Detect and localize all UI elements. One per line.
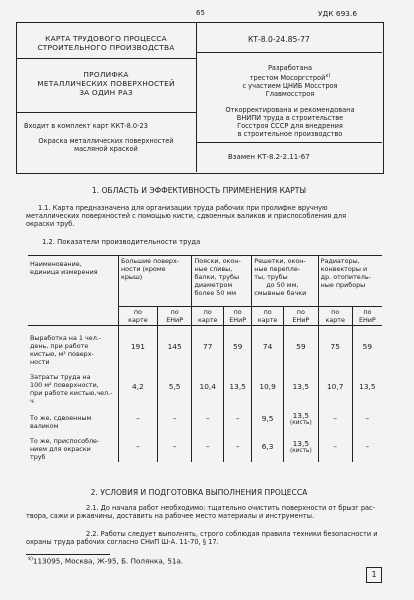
cell: 4,2 [119, 367, 158, 406]
footnote-rule [26, 554, 110, 555]
sub-by-enir: по ЕНиР [352, 307, 382, 326]
cell: – [224, 431, 252, 462]
section2-paragraph2: 2.2. Работы следует выполнять, строго соблюдая правила техники безопасности и охраны труда рабочих согласно СНиП Ш-А. 11-70, § 17. [26, 530, 378, 546]
cell: – [119, 431, 158, 462]
cell: – [192, 431, 224, 462]
productivity-table [28, 256, 382, 462]
cell: 13,5 (кисть) [283, 431, 318, 462]
section1-paragraph1: 1.1. Карта предназначена для организации труда рабочих при пролифке вручную металлических поверхностей с помощью кисти, сдвоенных валиков и приспособления для окраски труб. [26, 204, 347, 228]
sub-by-enir: по ЕНиР [157, 307, 192, 326]
footnote-mark: х) [325, 73, 331, 79]
group-grates-pipes: Решетки, окон- ные перепле- ты, трубы до 50 мм, смывные бачки [252, 256, 318, 307]
page-number: 65 [196, 9, 205, 17]
header-divider-right-2 [196, 142, 382, 143]
section2-paragraph1: 2.1. До начала работ необходимо: тщательно очистить поверхности от брызг рас- твора, сажи и ржавчины, доставить на рабочее место материалы и инструменты. [26, 504, 376, 520]
cell-note: (кисть) [289, 448, 312, 454]
row-label: Затраты труда на 100 м² поверхности, при работе кистью,чел.-ч [30, 373, 113, 405]
header-divider-right-1 [196, 52, 382, 53]
cell: 145 [157, 326, 192, 368]
sheet-number: 1 [371, 570, 377, 579]
table-row [28, 367, 382, 406]
cell: – [119, 406, 158, 431]
row-label: То же, сдвоенным валиком [30, 414, 92, 430]
sub-by-enir: по ЕНиР [224, 307, 252, 326]
cell: – [318, 431, 352, 462]
cell: – [318, 406, 352, 431]
complex-label: Входит в комплект карт ККТ-8.0-23 [24, 122, 148, 130]
cell: – [157, 431, 192, 462]
udk-code: УДК 693.6 [318, 9, 358, 18]
header-divider-left-2 [16, 112, 196, 113]
table-group-header-row [28, 256, 382, 307]
cell: – [157, 406, 192, 431]
cell: – [352, 431, 382, 462]
cell: 59 [283, 326, 318, 368]
table-row [28, 406, 382, 431]
complex-title: Окраска металлических поверхностей масляной краской [38, 137, 174, 153]
cell: – [352, 406, 382, 431]
recommended-by: Откорректирована и рекомендована ВНИПИ труда в строительстве Госстроя СССР для внедрения в строительное производство [225, 106, 355, 138]
cell: 75 [318, 326, 352, 368]
cell: 10,4 [192, 367, 224, 406]
card-code: КТ-8.0-24.85-77 [248, 35, 310, 44]
col-name-header: Наименование, единица измерения [28, 256, 119, 326]
cell: 6,3 [252, 431, 284, 462]
developed-by: Разработана трестом Мосоргстрой$^{х)}$ с участием ЦНИБ Мосстроя Главмосстроя [242, 64, 338, 99]
group-belts-beams: Пояски, окон- ные сливы, балки, трубы диаметром более 50 мм [192, 256, 252, 307]
sub-by-card: по карте [318, 307, 352, 326]
cell: – [192, 406, 224, 431]
footnote: $^{х)}$113095, Москва, Ж-95, Б. Полянка, 51а. [28, 556, 184, 566]
cell: 5,5 [157, 367, 192, 406]
sheet-number-box [366, 567, 382, 583]
cell: 10,7 [318, 367, 352, 406]
table-row [28, 326, 382, 368]
replaces-card: Взамен КТ-8.2-2.11-67 [228, 153, 310, 161]
section2-title: 2. УСЛОВИЯ И ПОДГОТОВКА ВЫПОЛНЕНИЯ ПРОЦЕССА [90, 488, 308, 497]
cell: 13,5 (кисть) [283, 406, 318, 431]
sub-by-card: по карте [252, 307, 284, 326]
sub-by-card: по карте [119, 307, 158, 326]
sub-by-card: по карте [192, 307, 224, 326]
cell: 9,5 [252, 406, 284, 431]
row-label: Выработка на 1 чел.- день, при работе кистью, м² поверх- ности [30, 334, 102, 366]
cell: 191 [119, 326, 158, 368]
header-divider-left-1 [16, 58, 196, 59]
footnote-mark: х) [28, 556, 33, 562]
cell: 10,9 [252, 367, 284, 406]
cell: – [224, 406, 252, 431]
process-title: ПРОЛИФКА МЕТАЛЛИЧЕСКИХ ПОВЕРХНОСТЕЙ ЗА ОДИН РАЗ [37, 70, 175, 97]
cell: 59 [224, 326, 252, 368]
sub-by-enir: по ЕНиР [283, 307, 318, 326]
cell: 59 [352, 326, 382, 368]
card-type-title: КАРТА ТРУДОВОГО ПРОЦЕССА СТРОИТЕЛЬНОГО ПРОИЗВОДСТВА [37, 34, 175, 52]
cell: 74 [252, 326, 284, 368]
section1-paragraph2: 1.2. Показатели производительности труда [42, 238, 201, 246]
header-divider-vertical [196, 22, 197, 172]
cell: 13,5 [352, 367, 382, 406]
cell: 77 [192, 326, 224, 368]
group-large-surfaces: Большие поверх- ности (кроме крыш) [119, 256, 192, 307]
row-label: То же, приспособле- нием для окраски труб [30, 437, 100, 461]
section1-title: 1. ОБЛАСТЬ И ЭФФЕКТИВНОСТЬ ПРИМЕНЕНИЯ КАРТЫ [91, 186, 307, 195]
group-radiators: Радиаторы, конвекторы и др. отопитель- ные приборы [318, 256, 382, 307]
cell-note: (кисть) [289, 420, 312, 426]
cell: 13,5 [224, 367, 252, 406]
table-row [28, 431, 382, 462]
cell: 13,5 [283, 367, 318, 406]
